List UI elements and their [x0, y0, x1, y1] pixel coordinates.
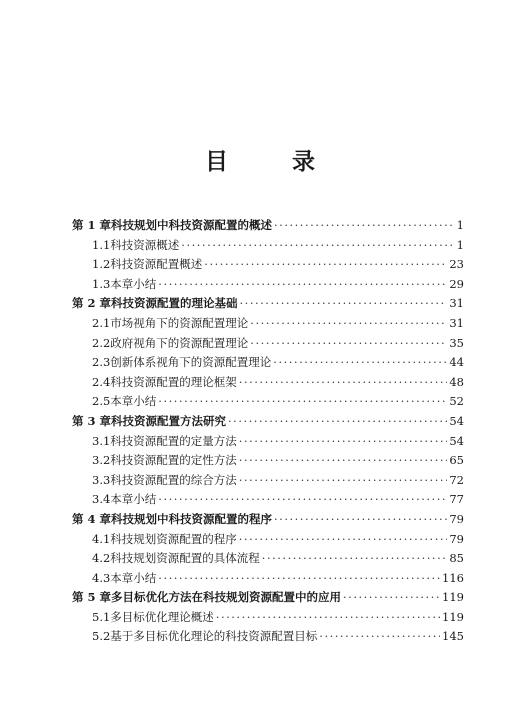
toc-entry-title: 科技规划资源配置的程序 — [110, 531, 237, 546]
toc-entry-number: 3.4 — [92, 492, 111, 507]
toc-entry-page-number: 54 — [449, 413, 464, 428]
toc-entry-title: 本章小结 — [110, 492, 157, 507]
toc-entry-number: 3.1 — [92, 433, 111, 448]
dot-leader — [228, 412, 447, 432]
toc-section-entry — [72, 569, 464, 589]
toc-entry-title: 本章小结 — [110, 394, 157, 409]
toc-entry-page-number: 77 — [449, 492, 464, 507]
dot-leader — [274, 510, 447, 530]
dot-leader — [158, 392, 447, 412]
dot-leader — [239, 451, 448, 471]
toc-entry-page-number: 44 — [449, 355, 464, 370]
toc-entry-title: 科技资源配置的定量方法 — [110, 433, 237, 448]
dot-leader — [158, 490, 447, 510]
toc-entry-number: 1.1 — [92, 237, 111, 252]
dot-leader — [273, 353, 447, 373]
dot-leader — [239, 471, 448, 491]
toc-entry-title: 科技资源配置方法研究 — [111, 413, 227, 428]
toc-entry-number: 2.2 — [92, 335, 111, 350]
toc-entry-page-number: 79 — [449, 511, 464, 526]
dot-leader — [158, 569, 440, 589]
dot-leader — [343, 588, 440, 608]
toc-section-entry — [72, 432, 464, 452]
toc-entry-page-number: 116 — [442, 570, 464, 585]
toc-entry-title: 创新体系视角下的资源配置理论 — [110, 355, 272, 370]
table-of-contents — [72, 216, 464, 647]
toc-entry-number: 5.1 — [92, 609, 111, 624]
toc-section-entry — [72, 627, 464, 647]
toc-entry-title: 多目标优化方法在科技规划资源配置中的应用 — [111, 590, 342, 605]
toc-section-entry — [72, 373, 464, 393]
toc-entry-number: 2.1 — [92, 315, 111, 330]
toc-entry-number: 2.4 — [92, 374, 111, 389]
toc-entry-page-number: 1 — [456, 237, 464, 252]
toc-section-entry — [72, 530, 464, 550]
dot-leader — [262, 549, 448, 569]
toc-section-entry — [72, 392, 464, 412]
dot-leader — [239, 530, 448, 550]
toc-entry-page-number: 35 — [449, 335, 464, 350]
toc-entry-number: 3.3 — [92, 472, 111, 487]
toc-entry-number: 第 4 章 — [72, 511, 112, 526]
toc-section-entry — [72, 608, 464, 628]
toc-entry-title: 多目标优化理论概述 — [110, 609, 214, 624]
dot-leader — [274, 216, 455, 236]
toc-section-entry — [72, 490, 464, 510]
dot-leader — [158, 275, 447, 295]
dot-leader — [181, 236, 454, 256]
toc-chapter-entry — [72, 216, 464, 236]
toc-entry-title: 科技资源配置的理论框架 — [110, 374, 237, 389]
toc-entry-title: 市场视角下的资源配置理论 — [110, 315, 249, 330]
toc-entry-title: 科技资源配置的理论基础 — [111, 296, 238, 311]
toc-chapter-entry — [72, 412, 464, 432]
toc-entry-page-number: 119 — [442, 590, 464, 605]
toc-entry-title: 本章小结 — [110, 276, 157, 291]
dot-leader — [239, 432, 448, 452]
dot-leader — [250, 314, 447, 334]
toc-chapter-entry — [72, 588, 464, 608]
toc-entry-page-number: 29 — [449, 276, 464, 291]
toc-entry-number: 1.2 — [92, 257, 111, 272]
toc-section-entry — [72, 255, 464, 275]
dot-leader — [319, 627, 440, 647]
toc-section-entry — [72, 451, 464, 471]
toc-entry-title: 科技资源概述 — [110, 237, 180, 252]
toc-entry-title: 科技资源配置概述 — [110, 257, 203, 272]
toc-entry-page-number: 31 — [449, 296, 464, 311]
toc-section-entry — [72, 353, 464, 373]
toc-section-entry — [72, 334, 464, 354]
toc-entry-number: 3.2 — [92, 453, 111, 468]
toc-entry-title: 政府视角下的资源配置理论 — [110, 335, 249, 350]
page-title: 目 录 — [204, 148, 343, 175]
toc-entry-number: 5.2 — [92, 629, 111, 644]
toc-chapter-entry — [72, 510, 464, 530]
toc-section-entry — [72, 471, 464, 491]
toc-entry-page-number: 65 — [449, 453, 464, 468]
dot-leader — [239, 373, 448, 393]
toc-section-entry — [72, 275, 464, 295]
toc-entry-number: 2.5 — [92, 394, 111, 409]
toc-entry-number: 4.3 — [92, 570, 111, 585]
toc-entry-number: 1.3 — [92, 276, 111, 291]
toc-section-entry — [72, 549, 464, 569]
toc-entry-page-number: 52 — [449, 394, 464, 409]
dot-leader — [204, 255, 447, 275]
toc-entry-title: 科技资源配置的定性方法 — [110, 453, 237, 468]
toc-entry-title: 科技资源配置的综合方法 — [110, 472, 237, 487]
toc-entry-title: 科技规划资源配置的具体流程 — [110, 551, 260, 566]
toc-entry-page-number: 79 — [449, 531, 464, 546]
toc-entry-title: 科技规划中科技资源配置的概述 — [111, 218, 273, 232]
toc-entry-page-number: 72 — [449, 472, 464, 487]
toc-entry-number: 第 1 章 — [72, 218, 112, 232]
toc-entry-page-number: 1 — [456, 218, 464, 232]
toc-entry-number: 第 3 章 — [72, 413, 112, 428]
dot-leader — [216, 608, 440, 628]
toc-entry-page-number: 31 — [449, 315, 464, 330]
dot-leader — [240, 294, 448, 314]
toc-entry-number: 4.1 — [92, 531, 111, 546]
toc-entry-page-number: 48 — [449, 374, 464, 389]
toc-entry-page-number: 54 — [449, 433, 464, 448]
dot-leader — [250, 334, 447, 354]
toc-entry-title: 本章小结 — [110, 570, 157, 585]
toc-entry-page-number: 145 — [442, 629, 464, 644]
toc-entry-number: 第 5 章 — [72, 590, 112, 605]
toc-entry-page-number: 23 — [449, 257, 464, 272]
toc-entry-number: 2.3 — [92, 355, 111, 370]
toc-section-entry — [72, 314, 464, 334]
toc-entry-number: 4.2 — [92, 551, 111, 566]
toc-entry-title: 基于多目标优化理论的科技资源配置目标 — [110, 629, 318, 644]
toc-entry-page-number: 85 — [449, 551, 464, 566]
toc-entry-title: 科技规划中科技资源配置的程序 — [111, 511, 273, 526]
toc-entry-number: 第 2 章 — [72, 296, 112, 311]
toc-section-entry — [72, 236, 464, 256]
toc-chapter-entry — [72, 294, 464, 314]
toc-entry-page-number: 119 — [442, 609, 464, 624]
